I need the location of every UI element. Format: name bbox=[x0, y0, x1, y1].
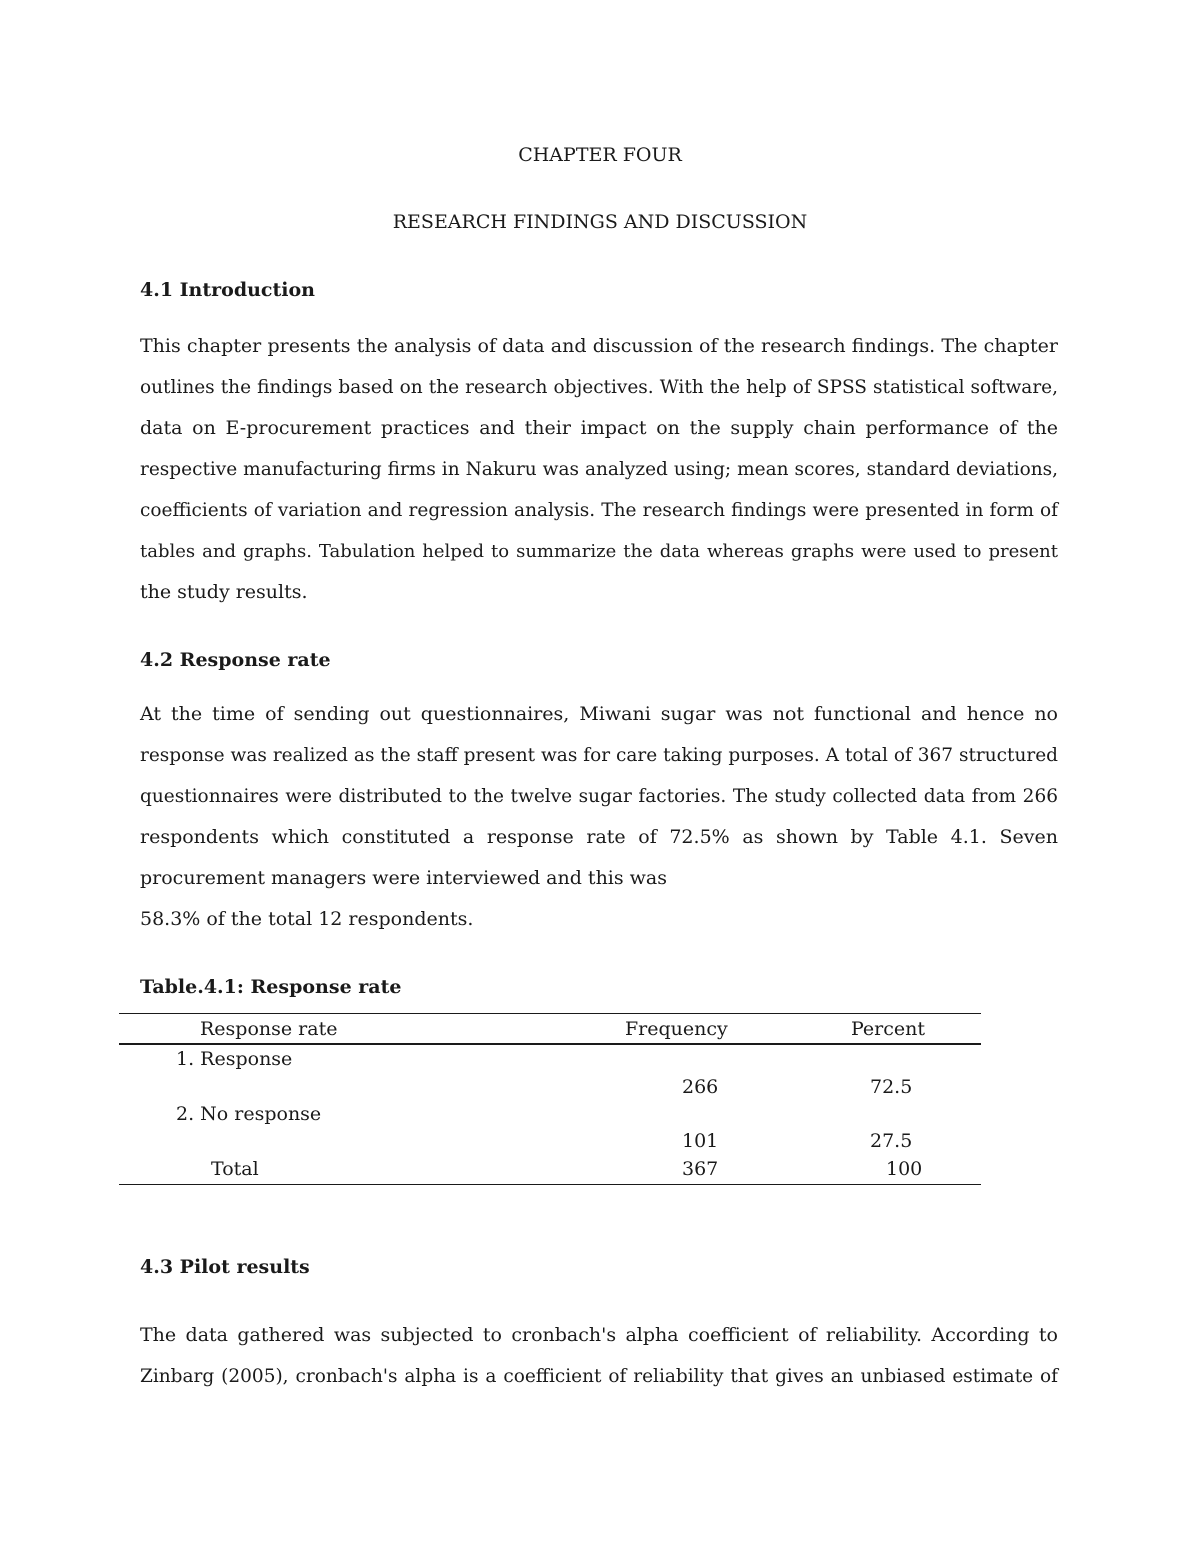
paragraph-line: respective manufacturing firms in Nakuru was analyzed using; mean scores, standard deviations, bbox=[140, 459, 1058, 480]
table-total-label: Total bbox=[211, 1158, 259, 1180]
section-heading-pilot-results: 4.3 Pilot results bbox=[140, 1256, 310, 1278]
paragraph-line: data on E-procurement practices and their impact on the supply chain performance of the bbox=[140, 417, 1058, 439]
paragraph-line: respondents which constituted a response rate of 72.5% as shown by Table 4.1. Seven bbox=[140, 826, 1058, 848]
table-row-frequency: 266 bbox=[682, 1076, 719, 1098]
paragraph-line: 58.3% of the total 12 respondents. bbox=[140, 908, 474, 930]
paragraph-line: the study results. bbox=[140, 581, 308, 603]
paragraph-line: procurement managers were interviewed and this was bbox=[140, 867, 668, 889]
table-header-percent: Percent bbox=[851, 1018, 926, 1040]
table-total-percent: 100 bbox=[886, 1158, 923, 1180]
table-row-frequency: 101 bbox=[682, 1130, 719, 1152]
paragraph-line: response was realized as the staff present was for care taking purposes. A total of 367 structured bbox=[140, 745, 1058, 766]
pilot-results-paragraph bbox=[140, 1315, 1058, 1397]
paragraph-line: tables and graphs. Tabulation helped to summarize the data whereas graphs were used to present bbox=[140, 541, 1058, 562]
table-row-percent: 27.5 bbox=[870, 1130, 913, 1152]
table-bottom-rule bbox=[119, 1184, 981, 1185]
table-row-percent: 72.5 bbox=[870, 1076, 913, 1098]
table-header-frequency: Frequency bbox=[625, 1018, 728, 1040]
response-rate-paragraph-tail bbox=[140, 899, 1058, 940]
paragraph-line: outlines the findings based on the research objectives. With the help of SPSS statistical software, bbox=[140, 377, 1058, 398]
table-row-label: 2. No response bbox=[176, 1103, 322, 1125]
paragraph-line: questionnaires were distributed to the twelve sugar factories. The study collected data from 266 bbox=[140, 786, 1058, 807]
paragraph-line: coefficients of variation and regression analysis. The research findings were presented in form of bbox=[140, 500, 1058, 521]
table-header-rule bbox=[119, 1043, 981, 1045]
table-total-frequency: 367 bbox=[682, 1158, 719, 1180]
table-header-response-rate: Response rate bbox=[200, 1018, 338, 1040]
table-row-label: 1. Response bbox=[176, 1048, 293, 1070]
chapter-title: RESEARCH FINDINGS AND DISCUSSION bbox=[392, 211, 808, 233]
paragraph-line: At the time of sending out questionnaires, Miwani sugar was not functional and hence no bbox=[140, 703, 1058, 725]
paragraph-line: Zinbarg (2005), cronbach's alpha is a coefficient of reliability that gives an unbiased estimate of bbox=[140, 1366, 1058, 1387]
table-top-rule bbox=[119, 1013, 981, 1014]
section-heading-introduction: 4.1 Introduction bbox=[140, 279, 315, 301]
paragraph-line: This chapter presents the analysis of data and discussion of the research findings. The chapter bbox=[140, 335, 1058, 357]
chapter-label: CHAPTER FOUR bbox=[518, 144, 682, 166]
introduction-paragraph bbox=[140, 326, 1058, 613]
response-rate-paragraph bbox=[140, 694, 1058, 899]
section-heading-response-rate: 4.2 Response rate bbox=[140, 649, 331, 671]
table-title: Table.4.1: Response rate bbox=[140, 976, 402, 998]
paragraph-line: The data gathered was subjected to cronbach's alpha coefficient of reliability. According to bbox=[140, 1324, 1058, 1346]
